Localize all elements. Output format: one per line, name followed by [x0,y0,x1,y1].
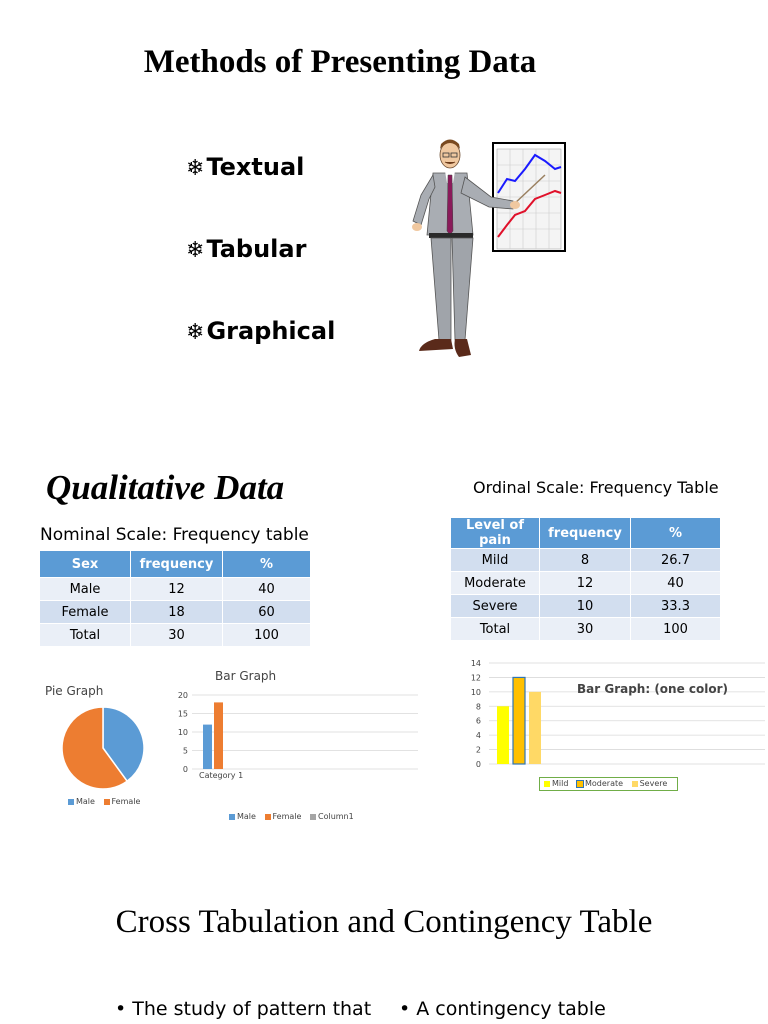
legend-label: Severe [639,779,668,788]
bullet-graphical [186,317,335,345]
pie-legend [68,797,146,807]
table-header-row [451,518,721,549]
table-cell: 60 [223,601,311,624]
table-row [40,578,311,601]
table-row [40,601,311,624]
bullet-text: The study of pattern that [132,998,372,1020]
legend-item-female [104,797,141,806]
bullet-contingency-table: • A contingency table [399,998,606,1020]
pie-chart [55,700,155,796]
legend-swatch [310,814,316,820]
legend-swatch [68,799,74,805]
bullet-textual [186,153,304,181]
table-cell: 18 [131,601,223,624]
y-tick-label: 14 [470,659,481,668]
bar-mild [497,706,509,764]
table-cell: 33.3 [631,595,721,618]
legend-label: Male [76,797,95,806]
bar-female [214,702,223,769]
table-cell: Male [40,578,131,601]
table-row [40,624,311,647]
slide-title-methods: Methods of Presenting Data [143,44,537,80]
bullet-tabular [186,235,306,263]
bar-chart-one-color-legend [539,777,678,791]
table-cell: 8 [540,549,631,572]
column-header: % [631,518,721,549]
y-tick-label: 0 [182,765,188,774]
slide-title-cross-tabulation: Cross Tabulation and Contingency Table [115,904,653,940]
legend-label: Female [272,812,302,821]
table-cell: 10 [540,595,631,618]
column-header: % [223,551,311,578]
legend-swatch [577,781,583,787]
bar-moderate [513,677,525,764]
legend-item-moderate [577,779,623,788]
legend-item-column1 [310,812,354,821]
x-tick-label: Category 1 [199,771,244,780]
y-tick-label: 10 [470,687,481,697]
table-cell: Total [40,624,131,647]
column-header: Level of pain [451,518,540,549]
legend-label: Moderate [584,779,624,788]
legend-swatch [265,814,271,820]
bullet-text: Tabular [206,235,307,263]
legend-swatch [229,814,235,820]
table-cell: Total [451,618,540,641]
legend-item-mild [544,779,568,788]
legend-label: Column1 [317,812,354,821]
bullet-text: A contingency table [416,998,606,1020]
table-cell: 30 [540,618,631,641]
table-cell: 30 [131,624,223,647]
table-cell: 12 [131,578,223,601]
table-header-row [40,551,311,578]
legend-label: Mild [552,779,569,788]
legend-swatch [544,781,550,787]
legend-swatch [632,781,638,787]
table-cell: 100 [631,618,721,641]
y-tick-label: 15 [177,709,188,719]
bar-male [203,725,212,769]
legend-label: Female [111,797,141,806]
legend-item-severe [632,779,668,788]
nominal-table-title: Nominal Scale: Frequency table [40,525,309,545]
table-row [451,549,721,572]
legend-swatch [104,799,110,805]
bar-chart-one-color-title: Bar Graph: (one color) [577,682,729,696]
table-cell: 100 [223,624,311,647]
table-row [451,572,721,595]
nominal-frequency-table [39,550,311,647]
table-cell: Female [40,601,131,624]
table-cell: 26.7 [631,549,721,572]
y-tick-label: 4 [475,731,481,741]
slide-title-qualitative: Qualitative Data [46,468,285,507]
bullet-text: Textual [206,153,305,181]
legend-item-male [229,812,256,821]
y-tick-label: 0 [475,760,481,769]
ordinal-table-title: Ordinal Scale: Frequency Table [473,478,719,497]
column-header: Sex [40,551,131,578]
table-cell: 40 [631,572,721,595]
y-tick-label: 8 [475,702,481,712]
bar-chart-title: Bar Graph [215,669,277,683]
bar-severe [529,692,541,764]
legend-item-female [265,812,302,821]
y-tick-label: 2 [475,745,481,755]
snowflake-icon: ❄ [186,238,205,263]
bar-chart-legend [229,812,360,822]
snowflake-icon: ❄ [186,320,205,345]
column-header: frequency [540,518,631,549]
bullet-text: Graphical [206,317,336,345]
ordinal-frequency-table [450,517,721,641]
bar-chart-one-color [465,656,768,772]
table-cell: 40 [223,578,311,601]
pie-chart-title: Pie Graph [45,684,104,698]
y-tick-label: 10 [177,728,188,737]
y-tick-label: 5 [182,746,188,756]
y-tick-label: 6 [475,716,481,726]
bar-chart [170,688,422,784]
table-cell: Moderate [451,572,540,595]
presenter-clipart [395,135,575,365]
column-header: frequency [131,551,223,578]
y-tick-label: 20 [177,691,188,700]
legend-label: Male [237,812,256,821]
snowflake-icon: ❄ [186,156,205,181]
table-row [451,618,721,641]
table-cell: 12 [540,572,631,595]
table-row [451,595,721,618]
legend-item-male [68,797,95,806]
table-cell: Mild [451,549,540,572]
y-tick-label: 12 [470,673,481,683]
bullet-study-of-pattern: • The study of pattern that [115,998,372,1020]
table-cell: Severe [451,595,540,618]
